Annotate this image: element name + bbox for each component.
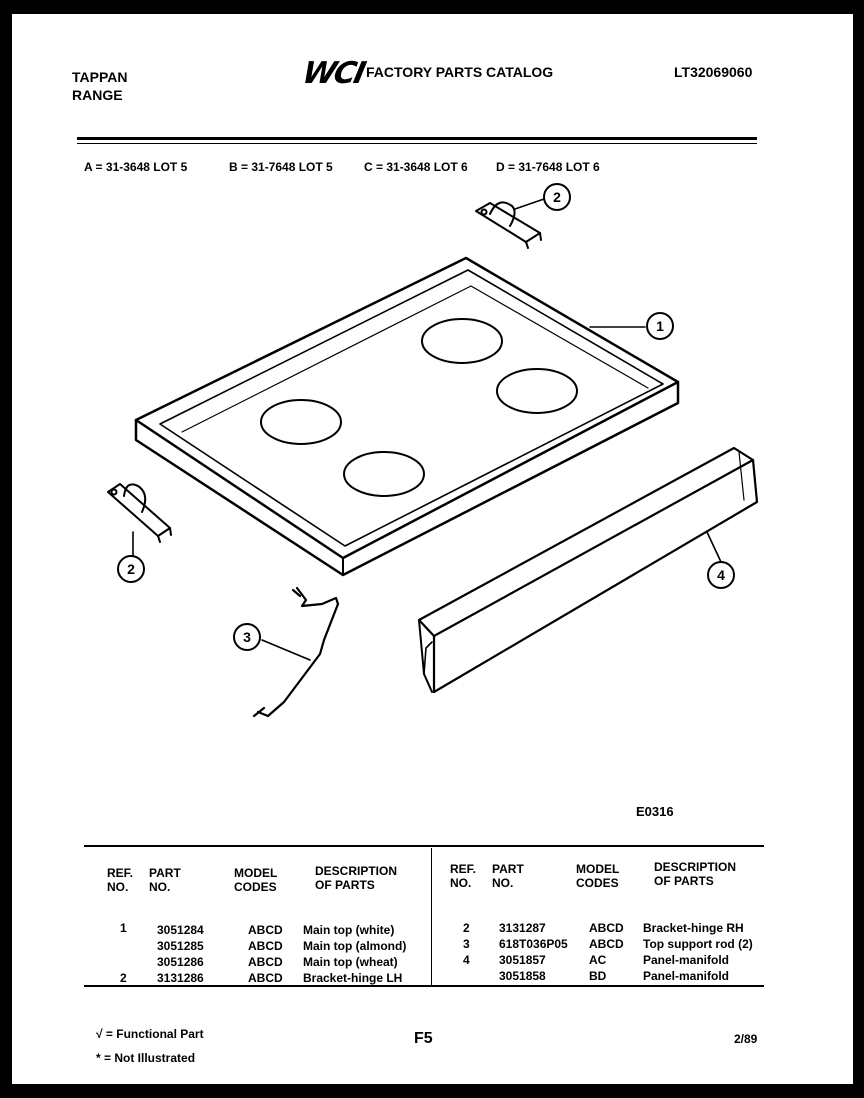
model-c: C = 31-3648 LOT 6 bbox=[364, 160, 468, 174]
row-model: ABCD bbox=[248, 939, 283, 953]
burner-opening-left-front bbox=[344, 452, 424, 496]
header-model: MODEL CODES bbox=[234, 866, 278, 894]
row-part: 3051284 bbox=[157, 923, 204, 937]
burner-opening-right-rear bbox=[422, 319, 502, 363]
row-part: 3051286 bbox=[157, 955, 204, 969]
functional-part-legend: √ = Functional Part bbox=[96, 1027, 204, 1041]
diagram-code: E0316 bbox=[636, 804, 674, 819]
header-part: PART NO. bbox=[492, 862, 524, 890]
row-ref: 2 bbox=[120, 971, 127, 985]
row-desc: Bracket-hinge LH bbox=[303, 971, 403, 985]
row-desc: Panel-manifold bbox=[643, 953, 730, 967]
row-part: 618T036P05 bbox=[499, 937, 568, 951]
header-ref: REF. NO. bbox=[107, 866, 134, 894]
model-b: B = 31-7648 LOT 5 bbox=[229, 160, 333, 174]
wci-logo: WCI bbox=[299, 56, 368, 91]
row-desc: Panel-manifold bbox=[643, 969, 730, 983]
row-model: ABCD bbox=[248, 971, 283, 985]
row-model: ABCD bbox=[589, 937, 624, 951]
callout-2-left: 2 bbox=[127, 561, 135, 577]
catalog-title: FACTORY PARTS CATALOG bbox=[366, 64, 554, 80]
bracket-hinge-rh-part bbox=[476, 202, 541, 248]
row-model: BD bbox=[589, 969, 607, 983]
brand-line-2: RANGE bbox=[72, 87, 123, 103]
row-desc: Main top (almond) bbox=[303, 939, 407, 953]
table-top-rule bbox=[84, 845, 764, 847]
row-ref: 2 bbox=[463, 921, 470, 935]
header-desc: DESCRIPTION OF PARTS bbox=[315, 864, 398, 892]
bracket-hinge-lh-part bbox=[108, 484, 171, 542]
row-model: ABCD bbox=[248, 955, 283, 969]
row-model: ABCD bbox=[248, 923, 283, 937]
header-model: MODEL CODES bbox=[576, 862, 620, 890]
callout-3: 3 bbox=[243, 629, 251, 645]
row-part: 3051285 bbox=[157, 939, 204, 953]
row-part: 3131287 bbox=[499, 921, 546, 935]
callout-leaders bbox=[133, 199, 721, 660]
row-model: ABCD bbox=[589, 921, 624, 935]
row-desc: Main top (white) bbox=[303, 923, 395, 937]
callout-2-top: 2 bbox=[553, 189, 561, 205]
row-part: 3051857 bbox=[499, 953, 546, 967]
catalog-number: LT32069060 bbox=[674, 64, 753, 80]
revision-date: 2/89 bbox=[734, 1032, 758, 1046]
row-desc: Top support rod (2) bbox=[643, 937, 753, 951]
row-desc: Bracket-hinge RH bbox=[643, 921, 744, 935]
main-top-part bbox=[136, 258, 678, 575]
table-divider bbox=[431, 848, 432, 985]
row-ref: 1 bbox=[120, 921, 127, 935]
row-part: 3131286 bbox=[157, 971, 204, 985]
header-desc: DESCRIPTION OF PARTS bbox=[654, 860, 737, 888]
row-desc: Main top (wheat) bbox=[303, 955, 398, 969]
row-model: AC bbox=[589, 953, 607, 967]
panel-manifold-part bbox=[419, 448, 757, 692]
model-a: A = 31-3648 LOT 5 bbox=[84, 160, 188, 174]
top-support-rod-part bbox=[254, 588, 338, 716]
not-illustrated-legend: * = Not Illustrated bbox=[96, 1051, 196, 1065]
row-ref: 3 bbox=[463, 937, 470, 951]
row-ref: 4 bbox=[463, 953, 470, 967]
model-d: D = 31-7648 LOT 6 bbox=[496, 160, 600, 174]
page-number: F5 bbox=[414, 1030, 433, 1047]
row-part: 3051858 bbox=[499, 969, 546, 983]
burner-opening-left-rear bbox=[261, 400, 341, 444]
callout-4: 4 bbox=[717, 567, 725, 583]
brand-line-1: TAPPAN bbox=[72, 69, 128, 85]
callout-1: 1 bbox=[656, 318, 664, 334]
burner-opening-right-front bbox=[497, 369, 577, 413]
header-ref: REF. NO. bbox=[450, 862, 477, 890]
header-part: PART NO. bbox=[149, 866, 181, 894]
